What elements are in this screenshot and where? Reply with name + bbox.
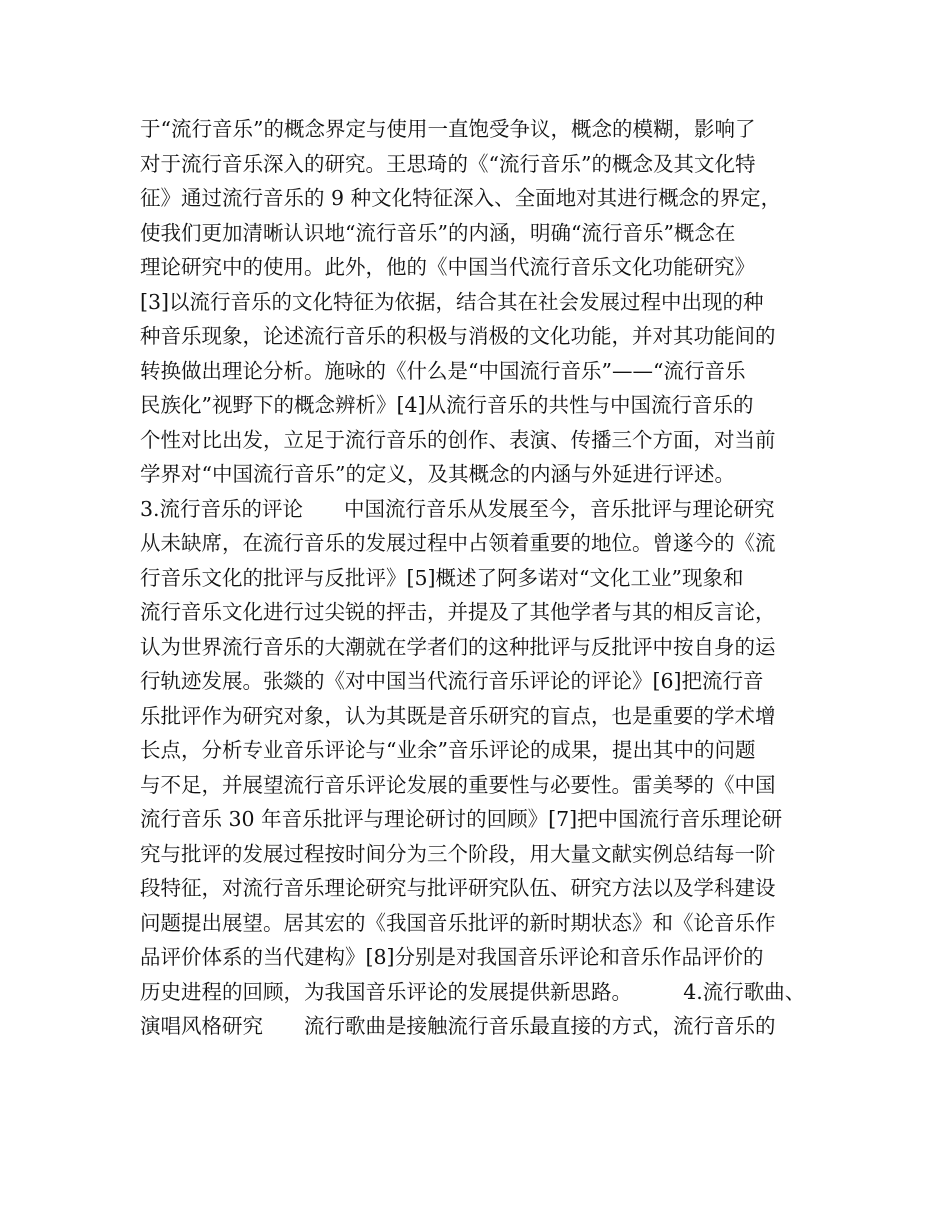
text-line: 征》通过流行音乐的 9 种文化特征深入、全面地对其进行概念的界定， — [140, 186, 782, 210]
text-line: 与不足，并展望流行音乐评论发展的重要性与必要性。雷美琴的《中国 — [140, 772, 776, 797]
text-line: 个性对比出发，立足于流行音乐的创作、表演、传播三个方面，对当前 — [140, 427, 776, 452]
text-line: 流行音乐文化进行过尖锐的抨击，并提及了其他学者与其的相反言论， — [140, 600, 776, 624]
text-line: 段特征，对流行音乐理论研究与批评研究队伍、研究方法以及学科建设 — [140, 876, 776, 900]
text-line: 究与批评的发展过程按时间分为三个阶段，用大量文献实例总结每一阶 — [140, 841, 776, 866]
text-line: 民族化”视野下的概念辨析》[4]从流行音乐的共性与中国流行音乐的 — [140, 393, 754, 417]
text-line: 品评价体系的当代建构》[8]分别是对我国音乐评论和音乐作品评价的 — [140, 945, 764, 969]
text-line: 种音乐现象，论述流行音乐的积极与消极的文化功能，并对其功能间的 — [140, 324, 776, 348]
section-heading-line: 3.流行音乐的评论 中国流行音乐从发展至今，音乐批评与理论研究 — [140, 496, 775, 521]
text-line: 流行音乐 30 年音乐批评与理论研讨的回顾》[7]把中国流行音乐理论研 — [140, 807, 783, 831]
body-text — [140, 112, 840, 1044]
text-line: 于“流行音乐”的概念界定与使用一直饱受争议，概念的模糊，影响了 — [140, 117, 756, 141]
text-line: 从未缺席，在流行音乐的发展过程中占领着重要的地位。曾遂今的《流 — [140, 531, 776, 555]
text-line: 行轨迹发展。张燚的《对中国当代流行音乐评论的评论》[6]把流行音 — [140, 669, 764, 693]
text-line: 问题提出展望。居其宏的《我国音乐批评的新时期状态》和《论音乐作 — [140, 910, 776, 935]
text-line: 认为世界流行音乐的大潮就在学者们的这种批评与反批评中按自身的运 — [140, 634, 776, 659]
text-line: 转换做出理论分析。施咏的《什么是“中国流行音乐”——“流行音乐 — [140, 358, 746, 383]
text-line: [3]以流行音乐的文化特征为依据，结合其在社会发展过程中出现的种 — [140, 289, 764, 314]
text-line: 乐批评作为研究对象，认为其既是音乐研究的盲点，也是重要的学术增 — [140, 703, 776, 728]
text-line: 长点，分析专业音乐评论与“业余”音乐评论的成果，提出其中的问题 — [140, 738, 756, 762]
text-line: 使我们更加清晰认识地“流行音乐”的内涵，明确“流行音乐”概念在 — [140, 220, 736, 245]
section-heading-line: 演唱风格研究 流行歌曲是接触流行音乐最直接的方式，流行音乐的 — [140, 1014, 776, 1038]
text-line: 理论研究中的使用。此外，他的《中国当代流行音乐文化功能研究》 — [140, 255, 755, 279]
text-line: 行音乐文化的批评与反批评》[5]概述了阿多诺对“文化工业”现象和 — [140, 565, 744, 590]
section-heading-line: 历史进程的回顾，为我国音乐评论的发展提供新思路。 4.流行歌曲、 — [140, 979, 806, 1004]
text-line: 对于流行音乐深入的研究。王思琦的《“流行音乐”的概念及其文化特 — [140, 151, 756, 176]
text-line: 学界对“中国流行音乐”的定义，及其概念的内涵与外延进行评述。 — [140, 462, 735, 486]
